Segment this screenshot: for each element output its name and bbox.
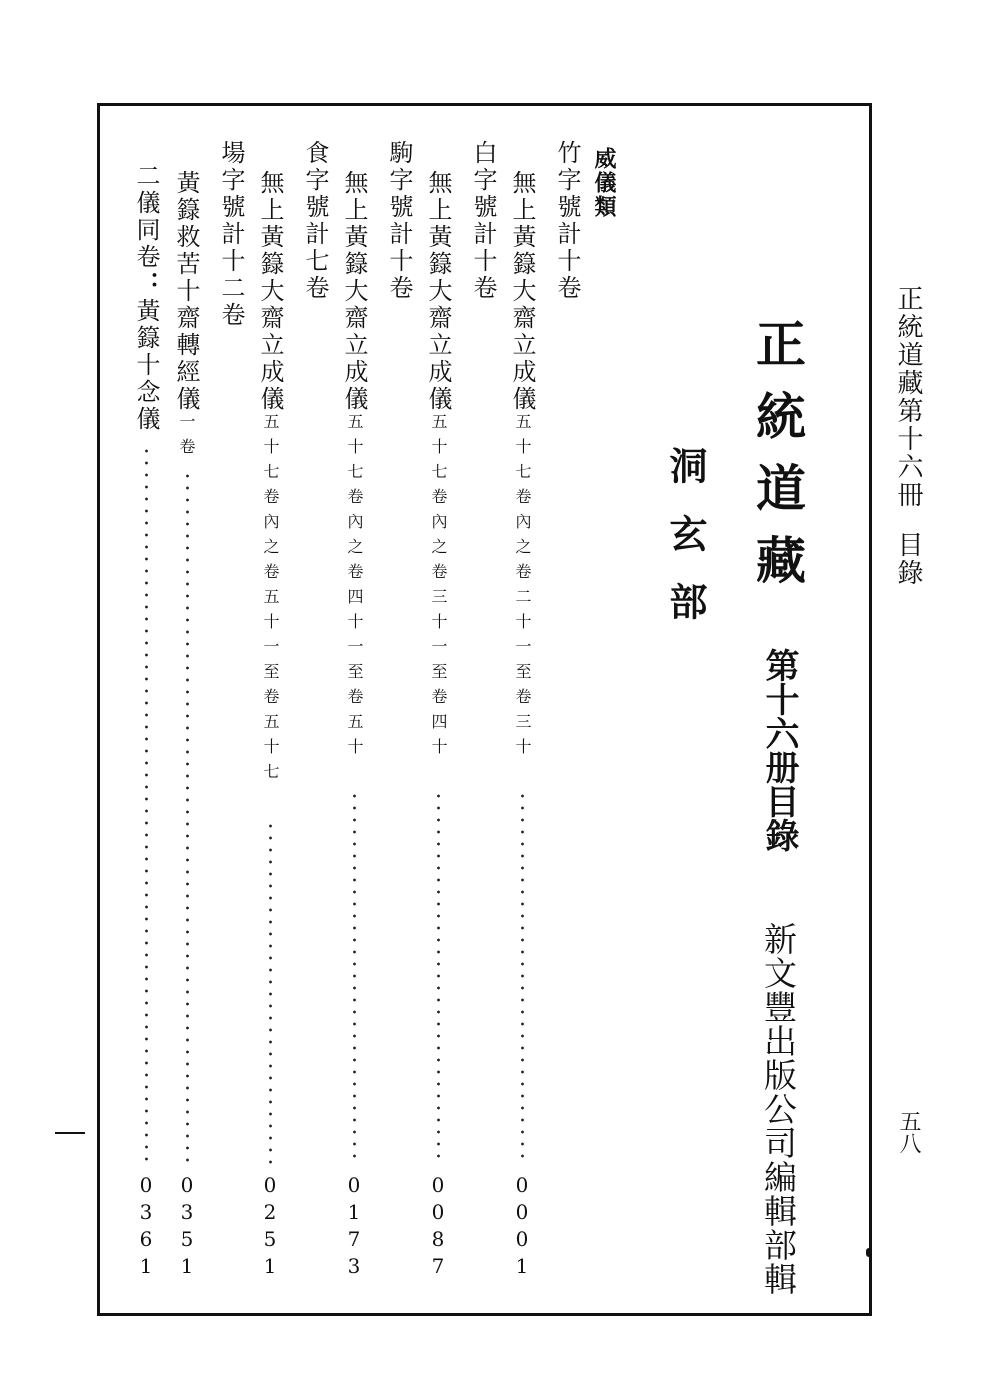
group-heading: 場字號計十二卷 bbox=[217, 140, 245, 329]
group-heading: 竹字號計十卷 bbox=[553, 140, 581, 302]
running-header-label: 目錄 bbox=[893, 531, 923, 587]
ink-dot bbox=[866, 1248, 872, 1257]
group-heading: 白字號計十卷 bbox=[469, 140, 497, 302]
entry-page-number: 0 0 8 7 bbox=[431, 1173, 445, 1278]
leader-dots bbox=[353, 790, 356, 1165]
entry-note: 五十七卷內之卷二十一至卷三十 bbox=[513, 413, 532, 763]
group-heading: 駒字號計十卷 bbox=[385, 140, 413, 302]
entry-page-number: 0 3 6 1 bbox=[139, 1173, 153, 1278]
entry-title: 黃籙救苦十齋轉經儀一卷 bbox=[172, 170, 200, 463]
entry-title: 無上黃籙大齋立成儀五十七卷內之卷二十一至卷三十 bbox=[508, 170, 536, 763]
entry-note: 五十七卷內之卷四十一至卷五十 bbox=[345, 413, 364, 763]
entry-page-number: 0 1 7 3 bbox=[347, 1173, 361, 1278]
main-title: 正統道藏 bbox=[748, 318, 807, 606]
entry-title: 二儀同卷：黃籙十念儀 bbox=[132, 163, 161, 433]
publisher: 新文豐出版公司編輯部輯 bbox=[759, 922, 798, 1296]
leader-dots bbox=[145, 445, 148, 1165]
entry-note: 五十七卷內之卷五十一至卷五十七 bbox=[261, 413, 280, 788]
volume-subtitle: 第十六册目錄 bbox=[759, 648, 799, 852]
leader-dots bbox=[437, 790, 440, 1165]
entry-title: 無上黃籙大齋立成儀五十七卷內之卷三十一至卷四十 bbox=[424, 170, 452, 763]
page-number: 五八 bbox=[896, 1110, 921, 1154]
running-header bbox=[895, 285, 921, 587]
entry-note: 五十七卷內之卷三十一至卷四十 bbox=[429, 413, 448, 763]
entry-title: 無上黃籙大齋立成儀五十七卷內之卷四十一至卷五十 bbox=[340, 170, 368, 763]
leader-dots bbox=[521, 790, 524, 1165]
entry-title: 無上黃籙大齋立成儀五十七卷內之卷五十一至卷五十七 bbox=[256, 170, 284, 788]
entry-note: 一卷 bbox=[177, 413, 196, 463]
leader-dots bbox=[186, 470, 189, 1165]
entry-page-number: 0 3 5 1 bbox=[180, 1173, 194, 1278]
entry-page-number: 0 2 5 1 bbox=[263, 1173, 277, 1278]
leader-dots bbox=[269, 820, 272, 1165]
group-heading: 食字號計七卷 bbox=[301, 140, 329, 302]
left-margin-mark bbox=[55, 1132, 85, 1134]
running-header-title: 正統道藏第十六冊 bbox=[893, 285, 923, 509]
entry-page-number: 0 0 0 1 bbox=[515, 1173, 529, 1278]
category-heading: 威儀類 bbox=[591, 147, 617, 219]
section-heading: 洞玄部 bbox=[663, 446, 708, 650]
